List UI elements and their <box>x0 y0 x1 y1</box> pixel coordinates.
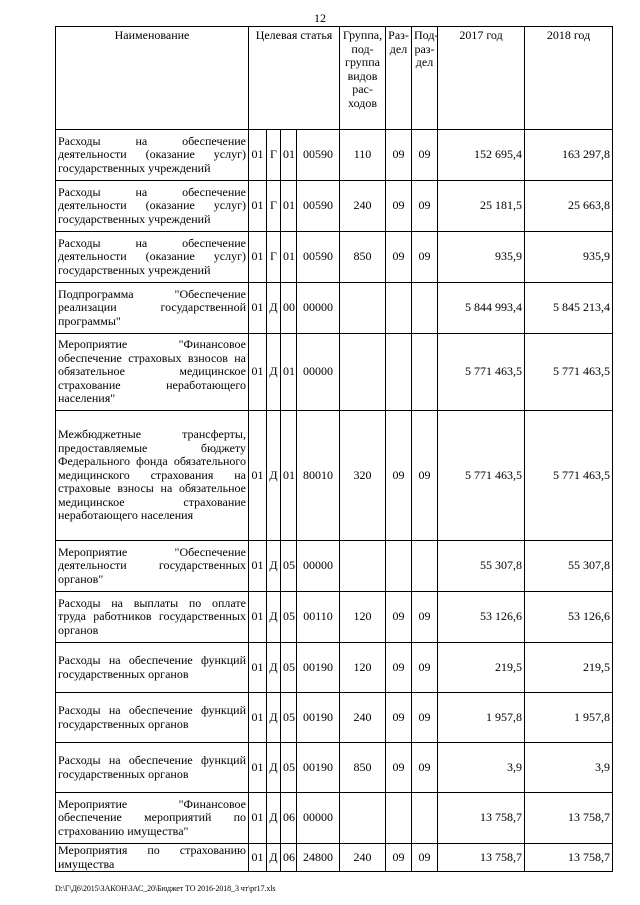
row-name: Расходы на обеспечение функций государственных органов <box>56 693 249 743</box>
amount-2017: 13 758,7 <box>438 844 525 872</box>
target-code-program: 01 <box>249 592 267 643</box>
row-name: Расходы на обеспечение деятельности (оказание услуг) государственных учреждений <box>56 130 249 181</box>
expense-group <box>340 541 386 592</box>
target-code-program: 01 <box>249 541 267 592</box>
expense-group: 240 <box>340 844 386 872</box>
section-code: 09 <box>386 181 412 232</box>
target-code-program: 01 <box>249 643 267 693</box>
target-code-direction: 24800 <box>297 844 340 872</box>
table-row <box>56 334 613 411</box>
table-row <box>56 130 613 181</box>
target-code-direction: 80010 <box>297 411 340 541</box>
amount-2017: 5 771 463,5 <box>438 334 525 411</box>
subsection-code <box>412 334 438 411</box>
header-name: Наименование <box>56 27 249 130</box>
target-code-event: 05 <box>281 541 297 592</box>
target-code-subprogram: Д <box>267 334 281 411</box>
row-name: Мероприятие "Финансовое обеспечение мероприятий по страхованию имущества" <box>56 793 249 844</box>
section-code: 09 <box>386 743 412 793</box>
table-row <box>56 592 613 643</box>
target-code-subprogram: Д <box>267 411 281 541</box>
expense-group <box>340 793 386 844</box>
subsection-code: 09 <box>412 643 438 693</box>
target-code-subprogram: Г <box>267 181 281 232</box>
subsection-code <box>412 541 438 592</box>
section-code: 09 <box>386 592 412 643</box>
target-code-event: 05 <box>281 643 297 693</box>
amount-2017: 152 695,4 <box>438 130 525 181</box>
target-code-subprogram: Д <box>267 793 281 844</box>
table-row <box>56 181 613 232</box>
amount-2017: 1 957,8 <box>438 693 525 743</box>
target-code-direction: 00190 <box>297 643 340 693</box>
table-row <box>56 283 613 334</box>
target-code-subprogram: Д <box>267 844 281 872</box>
target-code-direction: 00590 <box>297 232 340 283</box>
expense-group: 850 <box>340 232 386 283</box>
subsection-code: 09 <box>412 181 438 232</box>
header-target: Целевая статья <box>249 27 340 130</box>
header-2017: 2017 год <box>438 27 525 130</box>
expense-group <box>340 283 386 334</box>
expense-group: 120 <box>340 643 386 693</box>
section-code: 09 <box>386 130 412 181</box>
budget-table <box>55 26 613 872</box>
target-code-direction: 00000 <box>297 541 340 592</box>
row-name: Межбюджетные трансферты, предоставляемые бюджету Федерального фонда обязательного медицинского страхования на страховые взносы на обязательное медицинское страхование неработающего населения <box>56 411 249 541</box>
expense-group <box>340 334 386 411</box>
subsection-code: 09 <box>412 130 438 181</box>
table-row <box>56 693 613 743</box>
amount-2017: 219,5 <box>438 643 525 693</box>
target-code-event: 01 <box>281 334 297 411</box>
target-code-program: 01 <box>249 844 267 872</box>
expense-group: 240 <box>340 693 386 743</box>
amount-2018: 163 297,8 <box>525 130 613 181</box>
row-name: Расходы на обеспечение деятельности (оказание услуг) государственных учреждений <box>56 232 249 283</box>
amount-2018: 5 771 463,5 <box>525 334 613 411</box>
amount-2017: 53 126,6 <box>438 592 525 643</box>
target-code-subprogram: Д <box>267 743 281 793</box>
amount-2018: 53 126,6 <box>525 592 613 643</box>
amount-2018: 13 758,7 <box>525 793 613 844</box>
target-code-event: 06 <box>281 793 297 844</box>
table-row <box>56 743 613 793</box>
amount-2018: 13 758,7 <box>525 844 613 872</box>
section-code: 09 <box>386 643 412 693</box>
target-code-direction: 00000 <box>297 283 340 334</box>
target-code-direction: 00000 <box>297 793 340 844</box>
section-code <box>386 334 412 411</box>
amount-2018: 3,9 <box>525 743 613 793</box>
target-code-event: 01 <box>281 181 297 232</box>
amount-2017: 13 758,7 <box>438 793 525 844</box>
target-code-subprogram: Д <box>267 592 281 643</box>
header-section: Раз-дел <box>386 27 412 130</box>
table-row <box>56 844 613 872</box>
expense-group: 320 <box>340 411 386 541</box>
target-code-program: 01 <box>249 743 267 793</box>
amount-2017: 3,9 <box>438 743 525 793</box>
target-code-program: 01 <box>249 411 267 541</box>
expense-group: 240 <box>340 181 386 232</box>
target-code-program: 01 <box>249 283 267 334</box>
subsection-code <box>412 793 438 844</box>
target-code-subprogram: Г <box>267 130 281 181</box>
header-2018: 2018 год <box>525 27 613 130</box>
target-code-program: 01 <box>249 693 267 743</box>
expense-group: 850 <box>340 743 386 793</box>
subsection-code: 09 <box>412 232 438 283</box>
target-code-event: 06 <box>281 844 297 872</box>
target-code-program: 01 <box>249 232 267 283</box>
target-code-event: 05 <box>281 693 297 743</box>
target-code-subprogram: Д <box>267 693 281 743</box>
page-number: 12 <box>314 11 326 25</box>
target-code-subprogram: Д <box>267 283 281 334</box>
amount-2018: 55 307,8 <box>525 541 613 592</box>
amount-2017: 5 844 993,4 <box>438 283 525 334</box>
header-subsection: Под-раз-дел <box>412 27 438 130</box>
row-name: Расходы на обеспечение функций государственных органов <box>56 643 249 693</box>
subsection-code: 09 <box>412 411 438 541</box>
subsection-code: 09 <box>412 844 438 872</box>
amount-2017: 5 771 463,5 <box>438 411 525 541</box>
amount-2018: 219,5 <box>525 643 613 693</box>
section-code: 09 <box>386 844 412 872</box>
row-name: Подпрограмма "Обеспечение реализации государственной программы" <box>56 283 249 334</box>
target-code-direction: 00590 <box>297 181 340 232</box>
target-code-program: 01 <box>249 181 267 232</box>
target-code-direction: 00000 <box>297 334 340 411</box>
subsection-code <box>412 283 438 334</box>
expense-group: 110 <box>340 130 386 181</box>
target-code-direction: 00190 <box>297 693 340 743</box>
table-row <box>56 541 613 592</box>
amount-2017: 55 307,8 <box>438 541 525 592</box>
target-code-event: 00 <box>281 283 297 334</box>
row-name: Мероприятие "Обеспечение деятельности государственных органов" <box>56 541 249 592</box>
amount-2018: 5 771 463,5 <box>525 411 613 541</box>
amount-2018: 1 957,8 <box>525 693 613 743</box>
subsection-code: 09 <box>412 592 438 643</box>
target-code-event: 05 <box>281 743 297 793</box>
table-row <box>56 411 613 541</box>
amount-2018: 5 845 213,4 <box>525 283 613 334</box>
target-code-subprogram: Д <box>267 643 281 693</box>
subsection-code: 09 <box>412 693 438 743</box>
row-name: Мероприятия по страхованию имущества <box>56 844 249 872</box>
section-code <box>386 283 412 334</box>
section-code <box>386 793 412 844</box>
target-code-event: 05 <box>281 592 297 643</box>
amount-2018: 25 663,8 <box>525 181 613 232</box>
target-code-subprogram: Г <box>267 232 281 283</box>
header-group: Группа, под-группа видов рас-ходов <box>340 27 386 130</box>
section-code: 09 <box>386 693 412 743</box>
footer-file-path: D:\Г\Д6\2015\ЗАКОН\ЗАС_20\Бюджет ТО 2016-2018_3 чт\pr17.xls <box>55 884 276 893</box>
target-code-event: 01 <box>281 130 297 181</box>
amount-2017: 25 181,5 <box>438 181 525 232</box>
target-code-event: 01 <box>281 232 297 283</box>
row-name: Расходы на обеспечение функций государственных органов <box>56 743 249 793</box>
section-code: 09 <box>386 411 412 541</box>
row-name: Расходы на обеспечение деятельности (оказание услуг) государственных учреждений <box>56 181 249 232</box>
table-row <box>56 643 613 693</box>
target-code-program: 01 <box>249 793 267 844</box>
section-code: 09 <box>386 232 412 283</box>
target-code-direction: 00190 <box>297 743 340 793</box>
amount-2017: 935,9 <box>438 232 525 283</box>
section-code <box>386 541 412 592</box>
subsection-code: 09 <box>412 743 438 793</box>
row-name: Мероприятие "Финансовое обеспечение страховых взносов на обязательное медицинское страхование неработающего населения" <box>56 334 249 411</box>
target-code-direction: 00590 <box>297 130 340 181</box>
row-name: Расходы на выплаты по оплате труда работников государственных органов <box>56 592 249 643</box>
target-code-subprogram: Д <box>267 541 281 592</box>
table-row <box>56 793 613 844</box>
target-code-event: 01 <box>281 411 297 541</box>
amount-2018: 935,9 <box>525 232 613 283</box>
table-header-row <box>56 27 613 130</box>
target-code-direction: 00110 <box>297 592 340 643</box>
target-code-program: 01 <box>249 334 267 411</box>
target-code-program: 01 <box>249 130 267 181</box>
table-row <box>56 232 613 283</box>
expense-group: 120 <box>340 592 386 643</box>
